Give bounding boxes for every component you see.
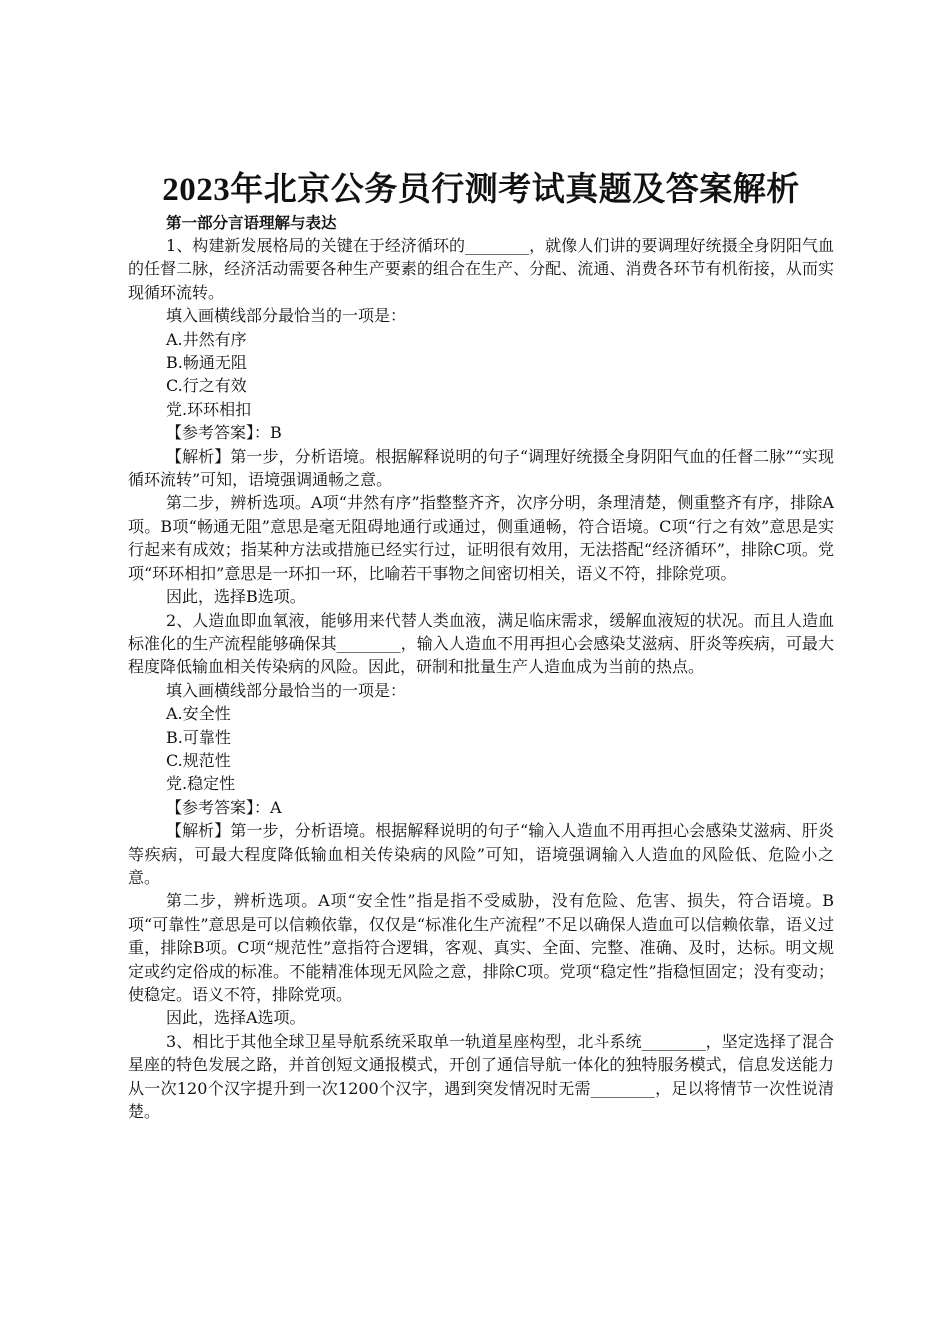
question-1-option-d: 党.环环相扣 — [166, 399, 252, 419]
question-2-option-d: 党.稳定性 — [166, 774, 236, 794]
question-1-option-b: B.畅通无阻 — [166, 353, 247, 373]
question-2-analysis-step2: 第二步，辨析选项。A项“安全性”指是指不受威胁，没有危险、危害、损失，符合语境。B项“可靠性”意思是可以信赖依靠，仅仅是“标准化生产流程”不足以确保人造血可以信赖依靠，语义过重，排除B项。C项“规范性”意指符合逻辑，客观、真实、全面、完整、准确、及时，达标。明文规定或约定俗成的标准。不能精准体现无风险之意，排除C项。党项“稳定性”指稳恒固定；没有变动；使稳定。语义不符，排除党项。 — [128, 891, 834, 1004]
question-2-stem: 2、人造血即血氧液，能够用来代替人类血液，满足临床需求，缓解血液短的状况。而且人造血标准化的生产流程能够确保其________，输入人造血不用再担心会感染艾滋病、肝炎等疾病，可最大程度降低输血相关传染病的风险。因此，研制和批量生产人造血成为当前的热点。 — [128, 610, 834, 677]
question-3-stem: 3、相比于其他全球卫星导航系统采取单一轨道星座构型，北斗系统________，坚定选择了混合星座的特色发展之路，并首创短文通报模式，开创了通信导航一体化的独特服务模式，信息发送能力从一次120个汉字提升到一次1200个汉字，遇到突发情况时无需________，足以将情节一次性说清楚。 — [128, 1031, 834, 1122]
question-2-option-b: B.可靠性 — [166, 727, 231, 747]
question-1-stem: 1、构建新发展格局的关键在于经济循环的________，就像人们讲的要调理好统摄全身阴阳气血的任督二脉，经济活动需要各种生产要素的组合在生产、分配、流通、消费各环节有机衔接，从而实现循环流转。 — [128, 236, 834, 302]
document-page — [128, 170, 834, 1123]
question-1-analysis-step1: 【解析】第一步，分析语境。根据解释说明的句子“调理好统摄全身阴阳气血的任督二脉”“实现循环流转”可知，语境强调通畅之意。 — [128, 446, 834, 490]
question-2-option-a: A.安全性 — [166, 704, 231, 724]
question-1-analysis-step2: 第二步，辨析选项。A项“井然有序”指整整齐齐，次序分明，条理清楚，侧重整齐有序，排除A项。B项“畅通无阻”意思是毫无阻碍地通行或通过，侧重通畅，符合语境。C项“行之有效”意思是实行起来有成效；指某种方法或措施已经实行过，证明很有效用，无法搭配“经济循环”，排除C项。党项“环环相扣”意思是一环扣一环，比喻若干事物之间密切相关，语义不符，排除党项。 — [128, 493, 834, 583]
question-1-option-c: C.行之有效 — [166, 376, 247, 396]
question-1-conclusion: 因此，选择B选项。 — [166, 587, 306, 607]
question-2-instruction: 填入画横线部分最恰当的一项是： — [166, 680, 407, 700]
question-2-conclusion: 因此，选择A选项。 — [166, 1008, 306, 1028]
question-2-answer: 【参考答案】：A — [166, 797, 282, 817]
section-heading: 第一部分言语理解与表达 — [166, 213, 337, 232]
document-title: 2023年北京公务员行测考试真题及答案解析 — [162, 172, 800, 208]
question-1-option-a: A.井然有序 — [166, 329, 247, 349]
question-1-answer: 【参考答案】：B — [166, 423, 282, 443]
question-2-option-c: C.规范性 — [166, 750, 231, 770]
question-2-analysis-step1: 【解析】第一步，分析语境。根据解释说明的句子“输入人造血不用再担心会感染艾滋病、肝炎等疾病，可最大程度降低输血相关传染病的风险”可知，语境强调输入人造血的风险低、危险小之意。 — [128, 821, 834, 887]
question-1-instruction: 填入画横线部分最恰当的一项是： — [166, 306, 407, 326]
